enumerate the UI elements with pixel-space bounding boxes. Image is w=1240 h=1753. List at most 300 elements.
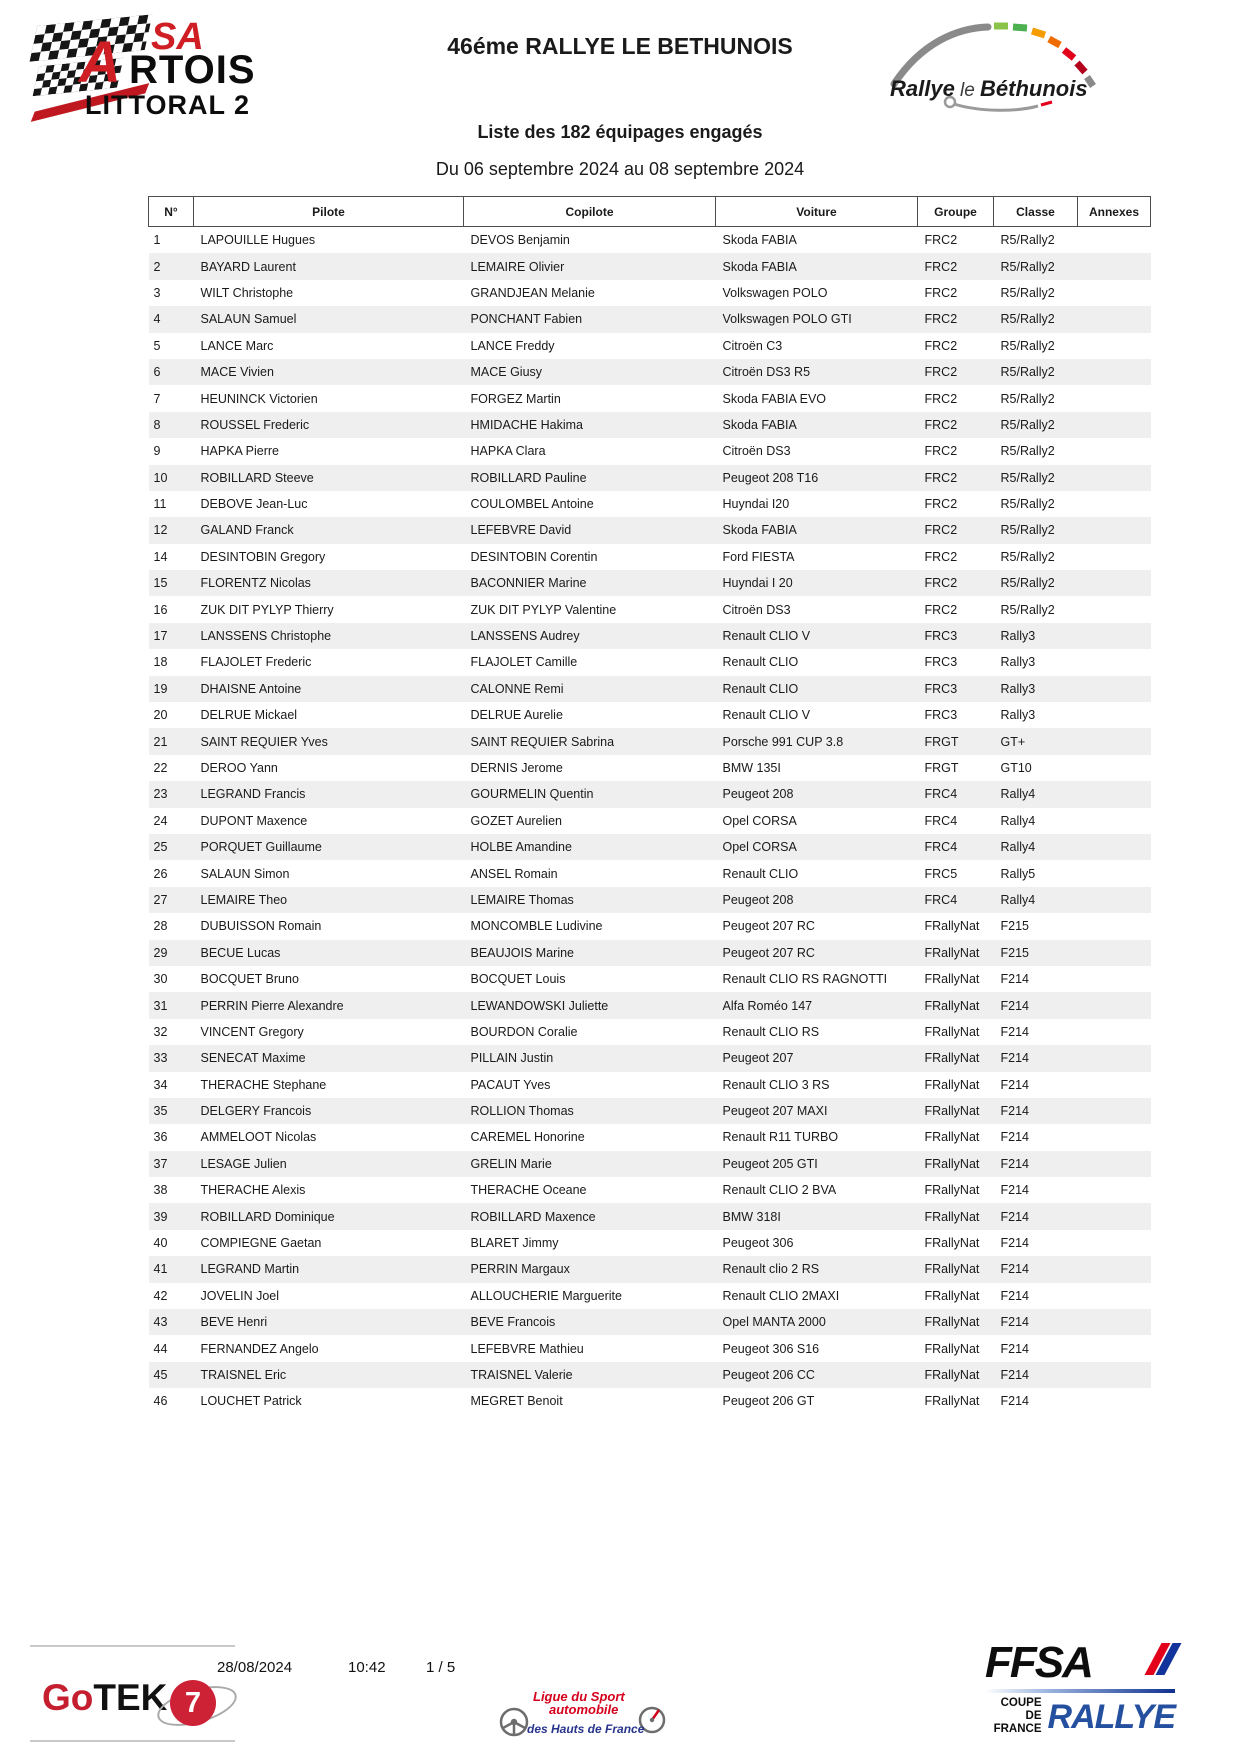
table-cell: LESAGE Julien [200, 1156, 287, 1171]
table-cell: FRC5 [924, 866, 958, 881]
ffsa-coupe-line1: COUPE DE [1000, 1697, 1042, 1723]
table-cell: 16 [153, 602, 168, 617]
gotek-logo-text [42, 1677, 167, 1719]
table-cell: PERRIN Margaux [470, 1262, 570, 1277]
ffsa-coupe-de-france-text [985, 1697, 1042, 1737]
table-cell: F214 [1000, 972, 1029, 987]
table-cell: BACONNIER Marine [470, 576, 587, 591]
table-cell: Renault clio 2 RS [722, 1262, 820, 1277]
table-cell: FRGT [924, 734, 959, 749]
table-cell: F214 [1000, 1236, 1029, 1251]
column-header: Copilote [464, 197, 716, 227]
table-cell: FRC3 [924, 708, 958, 723]
table-cell: THERACHE Stephane [200, 1077, 327, 1092]
table-cell: R5/Rally2 [1000, 233, 1055, 248]
table-cell [1078, 1283, 1151, 1309]
table-cell: Rally4 [1000, 813, 1036, 828]
table-cell [1078, 913, 1151, 939]
table-cell: 31 [153, 998, 168, 1013]
table-cell: Renault CLIO 2MAXI [722, 1288, 840, 1303]
ffsa-gradient-rule [985, 1689, 1175, 1693]
table-row [149, 808, 1151, 834]
gotek-tek: TEK [93, 1677, 168, 1718]
table-cell: 30 [153, 972, 168, 987]
table-cell: FRC2 [924, 259, 958, 274]
table-cell: PACAUT Yves [470, 1077, 551, 1092]
table-cell: FRC2 [924, 444, 958, 459]
ffsa-flag-icon [1153, 1643, 1173, 1680]
table-cell: MACE Giusy [470, 365, 543, 380]
table-row [149, 1124, 1151, 1150]
table-cell [1078, 596, 1151, 622]
table-cell: DUPONT Maxence [200, 813, 308, 828]
entry-table-body [149, 227, 1151, 1415]
table-cell: 45 [153, 1367, 168, 1382]
table-cell [1078, 359, 1151, 385]
table-cell: SAINT REQUIER Sabrina [470, 734, 615, 749]
table-cell: LANSSENS Audrey [470, 629, 580, 644]
table-cell: Peugeot 207 [722, 1051, 794, 1066]
table-cell: FRallyNat [924, 1024, 980, 1039]
svg-text:Ligue du Sport: Ligue du Sport [533, 1689, 625, 1704]
table-cell: Renault CLIO [722, 655, 799, 670]
table-cell: ROBILLARD Pauline [470, 470, 587, 485]
table-cell: GT10 [1000, 761, 1032, 775]
table-cell: 4 [153, 312, 161, 327]
table-cell [1078, 1309, 1151, 1335]
table-cell: Rally3 [1000, 708, 1036, 723]
table-cell: 11 [153, 497, 167, 512]
table-cell: Peugeot 208 T16 [722, 470, 819, 485]
table-cell [1078, 491, 1151, 517]
table-cell: R5/Rally2 [1000, 417, 1055, 432]
table-row [149, 623, 1151, 649]
table-cell: Citroën DS3 [722, 444, 791, 459]
svg-text:le: le [960, 80, 975, 101]
table-cell: COMPIEGNE Gaetan [200, 1236, 322, 1251]
table-row [149, 755, 1151, 781]
table-cell [1078, 1203, 1151, 1229]
table-row [149, 781, 1151, 807]
table-cell: Peugeot 306 S16 [722, 1341, 820, 1356]
table-row [149, 1283, 1151, 1309]
table-row [149, 280, 1151, 306]
table-cell: R5/Rally2 [1000, 549, 1055, 564]
table-cell: F214 [1000, 1024, 1029, 1039]
table-cell: F214 [1000, 1051, 1029, 1066]
table-cell: Skoda FABIA [722, 417, 797, 432]
table-cell: FRC4 [924, 813, 958, 828]
table-cell: PONCHANT Fabien [470, 312, 583, 327]
table-cell: Rally3 [1000, 681, 1036, 696]
table-cell: 21 [153, 734, 168, 749]
table-cell: CALONNE Remi [470, 681, 564, 696]
table-cell: BMW 318I [722, 1209, 781, 1224]
table-cell: GOURMELIN Quentin [470, 787, 594, 802]
table-cell: Rally5 [1000, 866, 1036, 881]
table-cell: F214 [1000, 1183, 1029, 1198]
table-cell: FRallyNat [924, 1183, 980, 1198]
table-cell: 2 [153, 259, 161, 274]
table-cell: FRC2 [924, 497, 958, 512]
table-row [149, 992, 1151, 1018]
table-cell [1078, 306, 1151, 332]
table-cell: R5/Rally2 [1000, 365, 1055, 380]
table-cell: 26 [153, 866, 168, 881]
asa-logo-text-artois: RTOIS [129, 48, 256, 92]
table-row [149, 1256, 1151, 1282]
table-cell: LEWANDOWSKI Juliette [470, 998, 609, 1013]
svg-text:Rallye: Rallye [890, 76, 955, 101]
svg-text:Béthunois: Béthunois [980, 76, 1088, 101]
table-cell: 27 [153, 892, 168, 907]
table-row [149, 544, 1151, 570]
ffsa-coupe-line2: FRANCE [993, 1723, 1042, 1736]
table-cell: R5/Rally2 [1000, 470, 1055, 485]
table-cell: BOCQUET Louis [470, 972, 566, 987]
table-cell: FRallyNat [924, 1130, 980, 1145]
table-cell: Huyndai I20 [722, 497, 790, 512]
page-number: 1 / 5 [426, 1659, 456, 1676]
table-cell: ROBILLARD Maxence [470, 1209, 596, 1224]
table-cell: LEMAIRE Thomas [470, 892, 574, 907]
print-time: 10:42 [348, 1659, 386, 1676]
table-row [149, 834, 1151, 860]
table-row [149, 227, 1151, 254]
table-cell: Citroën C3 [722, 338, 783, 353]
table-cell: 35 [153, 1104, 168, 1119]
table-cell: 14 [153, 549, 168, 564]
table-row [149, 860, 1151, 886]
table-cell: Renault CLIO V [722, 708, 811, 723]
table-cell [1078, 385, 1151, 411]
table-cell: Volkswagen POLO [722, 285, 828, 300]
table-cell [1078, 992, 1151, 1018]
table-cell: Renault R11 TURBO [722, 1130, 839, 1145]
svg-text:des Hauts de France: des Hauts de France [527, 1722, 645, 1736]
table-row [149, 491, 1151, 517]
table-cell: R5/Rally2 [1000, 523, 1055, 538]
table-cell: HOLBE Amandine [470, 840, 572, 855]
subtitle: Liste des 182 équipages engagés [477, 122, 763, 142]
table-cell: HEUNINCK Victorien [200, 391, 318, 406]
gotek-seven-badge: 7 [170, 1680, 216, 1726]
table-cell: BEVE Francois [470, 1315, 556, 1330]
table-cell: THERACHE Alexis [200, 1183, 306, 1198]
table-cell: FRC2 [924, 417, 958, 432]
table-cell: Skoda FABIA [722, 233, 797, 248]
table-cell: DEBOVE Jean-Luc [200, 497, 308, 512]
table-cell: 10 [153, 470, 168, 485]
table-cell: Opel MANTA 2000 [722, 1315, 826, 1330]
table-cell: 32 [153, 1024, 168, 1039]
entry-table-header-row [149, 197, 1151, 227]
table-cell: FRC3 [924, 629, 958, 644]
table-row [149, 359, 1151, 385]
table-row [149, 1203, 1151, 1229]
table-cell: ZUK DIT PYLYP Valentine [470, 602, 617, 617]
table-row [149, 913, 1151, 939]
table-cell: Renault CLIO 3 RS [722, 1077, 830, 1092]
table-row [149, 702, 1151, 728]
table-row [149, 438, 1151, 464]
table-cell [1078, 623, 1151, 649]
table-cell: 23 [153, 787, 168, 802]
table-cell: R5/Rally2 [1000, 312, 1055, 327]
ffsa-rallye-text: RALLYE [1047, 1697, 1175, 1736]
page-title: 46éme RALLYE LE BETHUNOIS [447, 33, 793, 59]
table-cell: LEMAIRE Theo [200, 892, 288, 907]
table-cell: DERNIS Jerome [470, 761, 563, 775]
table-cell: F214 [1000, 1104, 1029, 1119]
table-cell: Rally4 [1000, 892, 1036, 907]
table-cell: 42 [153, 1288, 168, 1303]
table-cell: Renault CLIO [722, 866, 799, 881]
table-cell: Rally4 [1000, 787, 1036, 802]
table-cell: ANSEL Romain [470, 866, 558, 881]
table-cell: Citroën DS3 [722, 602, 791, 617]
table-cell: ROBILLARD Dominique [200, 1209, 335, 1224]
table-row [149, 1335, 1151, 1361]
table-cell: LANCE Marc [200, 338, 274, 353]
table-cell: Rally3 [1000, 655, 1036, 670]
table-cell: BOCQUET Bruno [200, 972, 299, 987]
table-cell: F214 [1000, 1209, 1029, 1224]
table-cell: Skoda FABIA EVO [722, 391, 827, 406]
table-cell: BAYARD Laurent [200, 259, 296, 274]
table-cell: 12 [153, 523, 168, 538]
table-cell [1078, 465, 1151, 491]
steering-wheel-icon [501, 1709, 527, 1735]
table-cell: GOZET Aurelien [470, 813, 562, 828]
table-cell: FRallyNat [924, 972, 980, 987]
table-row [149, 887, 1151, 913]
table-cell: F215 [1000, 945, 1029, 960]
table-cell: FRC2 [924, 549, 958, 564]
table-cell: Rally3 [1000, 629, 1036, 644]
table-cell: FRC2 [924, 602, 958, 617]
table-cell: BEVE Henri [200, 1315, 268, 1330]
table-cell: LEFEBVRE Mathieu [470, 1341, 584, 1356]
table-cell: VINCENT Gregory [200, 1024, 304, 1039]
ffsa-logo-text: FFSA [985, 1638, 1092, 1687]
table-cell: 19 [153, 681, 168, 696]
table-cell: ZUK DIT PYLYP Thierry [200, 602, 334, 617]
table-cell: FRallyNat [924, 1367, 980, 1382]
table-cell: Peugeot 207 MAXI [722, 1104, 828, 1119]
table-row [149, 253, 1151, 279]
table-cell: FRallyNat [924, 919, 980, 934]
table-row [149, 517, 1151, 543]
table-cell: Peugeot 207 RC [722, 945, 815, 960]
table-row [149, 412, 1151, 438]
table-cell [1078, 1045, 1151, 1071]
table-cell: 18 [153, 655, 168, 670]
column-header: Groupe [918, 197, 994, 227]
table-cell: SALAUN Simon [200, 866, 290, 881]
table-cell [1078, 438, 1151, 464]
asa-logo-text-sa: SA [151, 16, 204, 58]
table-row [149, 1072, 1151, 1098]
table-cell: Porsche 991 CUP 3.8 [722, 734, 844, 749]
table-cell [1078, 808, 1151, 834]
rallye-bethunois-swoosh [888, 20, 1103, 115]
table-cell [1078, 1098, 1151, 1124]
table-cell: 15 [153, 576, 168, 591]
table-cell: 5 [153, 338, 161, 353]
table-cell: 3 [153, 285, 161, 300]
ligue-logo-graphic [497, 1684, 673, 1748]
table-cell: FRC2 [924, 523, 958, 538]
table-cell: 9 [153, 444, 161, 459]
column-header: Voiture [716, 197, 918, 227]
table-row [149, 1309, 1151, 1335]
table-cell: FRC2 [924, 576, 958, 591]
table-cell: Citroën DS3 R5 [722, 365, 811, 380]
table-cell: 46 [153, 1394, 168, 1409]
table-cell: F214 [1000, 1156, 1029, 1171]
column-header: Pilote [194, 197, 464, 227]
table-cell [1078, 728, 1151, 754]
table-cell: PILLAIN Justin [470, 1051, 554, 1066]
table-cell: F215 [1000, 919, 1029, 934]
table-cell: DESINTOBIN Corentin [470, 549, 598, 564]
table-cell: LOUCHET Patrick [200, 1394, 302, 1409]
table-row [149, 333, 1151, 359]
table-cell: AMMELOOT Nicolas [200, 1130, 317, 1145]
table-cell: FRallyNat [924, 1104, 980, 1119]
table-cell: Peugeot 207 RC [722, 919, 815, 934]
table-cell: 36 [153, 1130, 168, 1145]
table-cell [1078, 940, 1151, 966]
table-cell [1078, 1151, 1151, 1177]
table-row [149, 1045, 1151, 1071]
table-cell: Rally4 [1000, 840, 1036, 855]
table-row [149, 1151, 1151, 1177]
table-cell: FLORENTZ Nicolas [200, 576, 311, 591]
table-cell: DEVOS Benjamin [470, 233, 570, 248]
table-cell [1078, 781, 1151, 807]
table-cell: Peugeot 205 GTI [722, 1156, 818, 1171]
table-cell: 7 [153, 391, 161, 406]
table-cell [1078, 412, 1151, 438]
table-cell: LANCE Freddy [470, 338, 555, 353]
table-cell [1078, 1335, 1151, 1361]
table-cell: FERNANDEZ Angelo [200, 1341, 319, 1356]
table-cell: FLAJOLET Camille [470, 655, 578, 670]
table-cell: F214 [1000, 1341, 1029, 1356]
table-cell: Renault CLIO [722, 681, 799, 696]
table-cell: 37 [153, 1156, 168, 1171]
column-header: N° [149, 197, 194, 227]
table-row [149, 649, 1151, 675]
table-cell: LANSSENS Christophe [200, 629, 332, 644]
table-cell: FRC2 [924, 391, 958, 406]
table-cell: FRallyNat [924, 1394, 980, 1409]
table-cell: FRC2 [924, 233, 958, 248]
date-range: Du 06 septembre 2024 au 08 septembre 2024 [435, 159, 805, 179]
table-cell [1078, 676, 1151, 702]
table-cell [1078, 333, 1151, 359]
table-row [149, 306, 1151, 332]
table-cell [1078, 544, 1151, 570]
table-cell: 40 [153, 1236, 168, 1251]
table-cell: Renault CLIO RS RAGNOTTI [722, 972, 888, 987]
table-cell: 20 [153, 708, 168, 723]
table-cell: MONCOMBLE Ludivine [470, 919, 603, 934]
table-cell: R5/Rally2 [1000, 285, 1055, 300]
table-cell: Skoda FABIA [722, 523, 797, 538]
table-cell: F214 [1000, 1262, 1029, 1277]
table-cell: FRC2 [924, 312, 958, 327]
table-cell: WILT Christophe [200, 285, 294, 300]
table-cell [1078, 1072, 1151, 1098]
table-cell: F214 [1000, 1315, 1029, 1330]
table-cell: LEMAIRE Olivier [470, 259, 565, 274]
table-cell [1078, 517, 1151, 543]
table-cell [1078, 570, 1151, 596]
table-cell: Peugeot 306 [722, 1236, 794, 1251]
table-cell: DELGERY Francois [200, 1104, 312, 1119]
table-cell: SAINT REQUIER Yves [200, 734, 328, 749]
table-cell: COULOMBEL Antoine [470, 497, 594, 512]
entry-list-table [148, 196, 1151, 1415]
table-row [149, 1098, 1151, 1124]
table-cell: DESINTOBIN Gregory [200, 549, 326, 564]
table-cell: Peugeot 208 [722, 892, 794, 907]
table-cell: GT+ [1000, 734, 1026, 749]
table-row [149, 940, 1151, 966]
table-cell: SENECAT Maxime [200, 1051, 306, 1066]
table-cell: BEAUJOIS Marine [470, 945, 575, 960]
table-cell: FRC2 [924, 470, 958, 485]
table-row [149, 676, 1151, 702]
table-cell [1078, 649, 1151, 675]
table-cell: HAPKA Clara [470, 444, 546, 459]
table-cell [1078, 1124, 1151, 1150]
table-cell: FRC4 [924, 892, 958, 907]
table-cell: F214 [1000, 1288, 1029, 1303]
table-cell: 41 [153, 1262, 168, 1277]
table-cell: 1 [153, 233, 161, 248]
table-cell: FORGEZ Martin [470, 391, 561, 406]
table-cell: 44 [153, 1341, 168, 1356]
table-cell: DELRUE Mickael [200, 708, 298, 723]
table-row [149, 465, 1151, 491]
table-cell: FRGT [924, 761, 959, 775]
table-cell: DELRUE Aurelie [470, 708, 563, 723]
table-cell: R5/Rally2 [1000, 259, 1055, 274]
table-cell: HAPKA Pierre [200, 444, 280, 459]
table-cell: 38 [153, 1183, 168, 1198]
table-cell: FRallyNat [924, 1315, 980, 1330]
table-cell: BMW 135I [722, 761, 781, 775]
table-row [149, 728, 1151, 754]
table-cell: 8 [153, 417, 161, 432]
table-cell: 22 [153, 761, 168, 775]
table-cell: FRallyNat [924, 1236, 980, 1251]
table-cell: FRallyNat [924, 1288, 980, 1303]
table-cell: MACE Vivien [200, 365, 274, 380]
table-cell: 29 [153, 945, 168, 960]
table-row [149, 1019, 1151, 1045]
table-cell: 39 [153, 1209, 168, 1224]
table-cell: FRC4 [924, 787, 958, 802]
table-cell: Huyndai I 20 [722, 576, 793, 591]
table-cell: 17 [153, 629, 168, 644]
table-cell: THERACHE Oceane [470, 1183, 587, 1198]
table-cell [1078, 1256, 1151, 1282]
